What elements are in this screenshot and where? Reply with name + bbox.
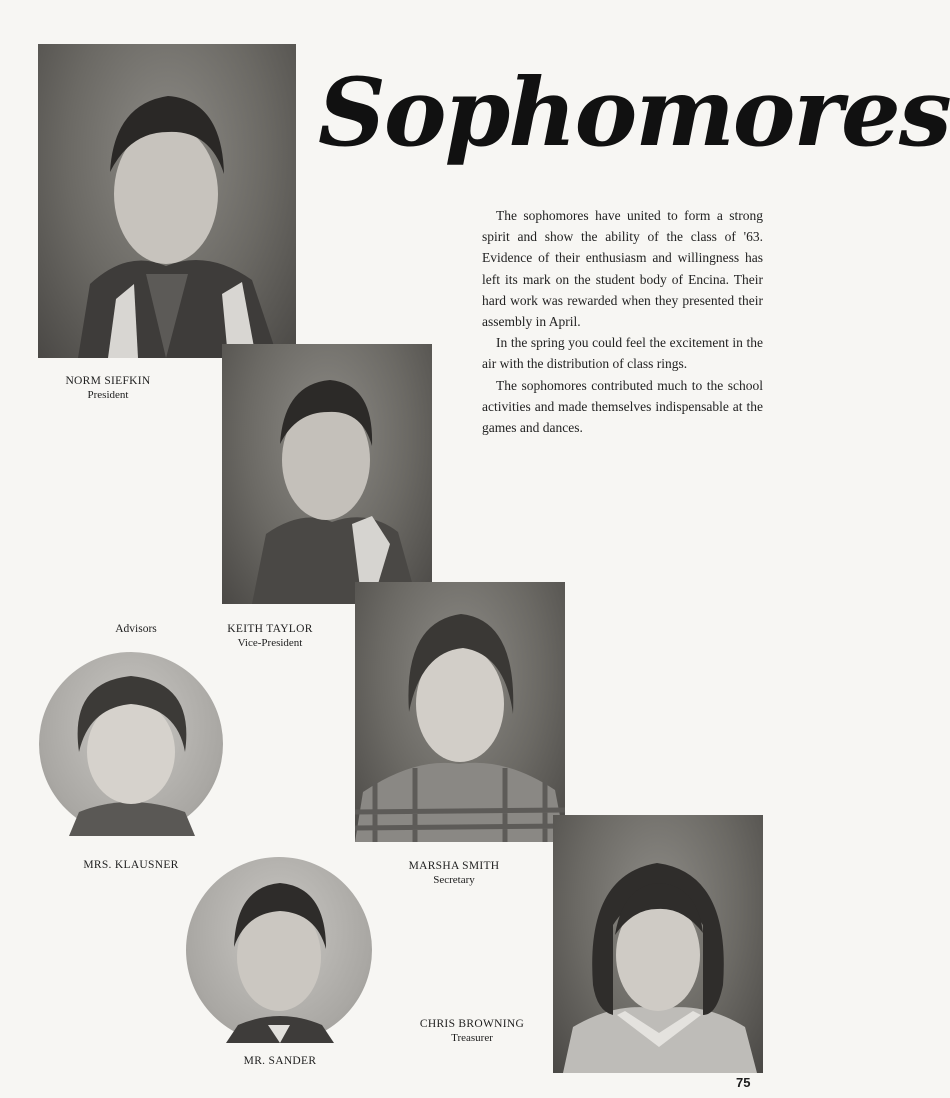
intro-text [482,205,763,438]
vice-president-name: KEITH TAYLOR [227,623,313,635]
secretary-caption [390,859,518,887]
advisor-1-caption [66,858,196,872]
intro-paragraph-3: The sophomores contributed much to the school activities and made themselves indispensable at the games and dances. [482,377,763,436]
page-number: 75 [736,1075,751,1090]
treasurer-photo [553,815,763,1073]
advisor-2-caption [220,1054,340,1068]
secretary-photo [355,582,565,842]
advisor-2-name: MR. SANDER [243,1055,317,1067]
intro-paragraph-2: In the spring you could feel the excitement in the air with the distribution of class rings. [482,335,763,372]
president-caption [38,374,178,402]
vice-president-photo [222,344,432,604]
advisor-1-photo [39,652,223,836]
advisor-2-photo [186,857,372,1043]
secretary-name: MARSHA SMITH [408,860,500,872]
vice-president-role: Vice-President [237,637,303,649]
treasurer-role: Treasurer [451,1032,493,1044]
page-title: Sophomores [318,58,950,168]
president-role: President [87,389,129,401]
secretary-role: Secretary [433,874,475,886]
president-photo [38,44,296,358]
treasurer-caption [402,1017,542,1045]
president-name: NORM SIEFKIN [65,375,151,387]
advisors-label: Advisors [115,623,157,635]
treasurer-name: CHRIS BROWNING [419,1018,525,1030]
vice-president-caption [208,622,332,650]
advisor-1-name: MRS. KLAUSNER [83,859,179,871]
intro-paragraph-1: The sophomores have united to form a strong spirit and show the ability of the class of '63. Evidence of their enthusiasm and willingness has left its mark on the student body of Encina. Their hard work was rewarded when they presented their assembly in April. [482,208,763,330]
